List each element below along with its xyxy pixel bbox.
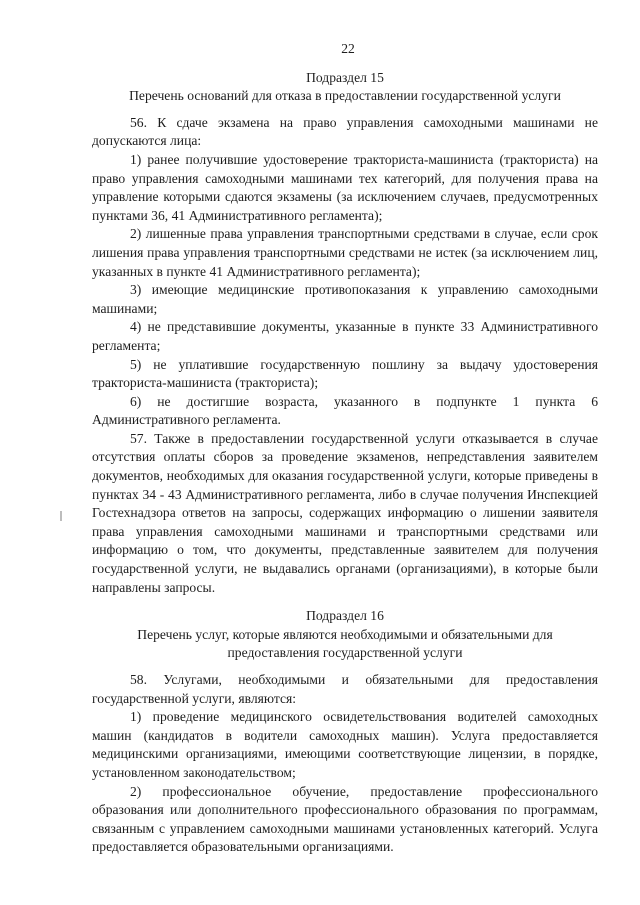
subsection-16-subtitle-line-1: Перечень услуг, которые являются необходимыми и обязательными для xyxy=(137,626,553,642)
paragraph-58-item-1: 1) проведение медицинского освидетельствования водителей самоходных машин (кандидатов в водители самоходных машин). Услуга предоставляется медицинскими организациями, имеющими соответствующие лицензии, в порядке, установленном законодательством; xyxy=(92,709,598,780)
paragraph-57: 57. Также в предоставлении государственной услуги отказывается в случае отсутствия оплаты сборов за проведение экзаменов, непредставления заявителем документов, необходимых для оказания государственной услуги, которые приведены в пунктах 34 - 43 Административного регламента, либо в случае получения Инспекцией Гостехнадзора ответов на запросы, содержащих информацию о лишении заявителя права управления самоходными машинами и транспортными средствами или информацию о том, что документы, представленные заявителем для получения государственной услуги, не выдавались органами (организациями), в которые были направлены запросы. xyxy=(92,430,598,595)
paragraph-56: 56. К сдаче экзамена на право управления самоходными машинами не допускаются лица: xyxy=(92,114,598,149)
subsection-15 xyxy=(92,69,598,598)
subsection-15-title: Подраздел 15 xyxy=(306,69,384,85)
subsection-16 xyxy=(92,607,598,857)
paragraph-56-item-4: 4) не представившие документы, указанные в пункте 33 Административного регламента; xyxy=(92,319,598,353)
paragraph-56-item-6: 6) не достигшие возраста, указанного в подпункте 1 пункта 6 Административного регламента. xyxy=(92,393,598,428)
paragraph-56-item-1: 1) ранее получившие удостоверение тракториста-машиниста (тракториста) на право управления самоходными машинами тех категорий, для получения права на управление которыми сдаются экзамены (за исключением случаев, предусмотренных пунктами 36, 41 Административного регламента); xyxy=(92,151,598,223)
paragraph-56-item-5: 5) не уплатившие государственную пошлину за выдачу удостоверения тракториста-машиниста (тракториста); xyxy=(92,356,598,391)
paragraph-56-item-2: 2) лишенные права управления транспортными средствами в случае, если срок лишения права управления транспортными средствами не истек (за исключением лиц, указанных в пункте 41 Административного регламента); xyxy=(92,226,598,279)
paragraph-58-item-2: 2) профессиональное обучение, предоставление профессионального образования или дополнительного профессионального образования по программам, связанным с управлением самоходными машинами установленных категорий. Услуга предоставляется образовательными организациями. xyxy=(92,783,598,855)
paragraph-58: 58. Услугами, необходимыми и обязательными для предоставления государственной услуги, являются: xyxy=(92,672,598,706)
subsection-16-title: Подраздел 16 xyxy=(306,608,384,624)
subsection-16-subtitle-line-2: предоставления государственной услуги xyxy=(227,645,463,661)
page-number: 22 xyxy=(341,41,355,56)
paragraph-56-item-3: 3) имеющие медицинские противопоказания к управлению самоходными машинами; xyxy=(92,282,598,316)
scan-artifact xyxy=(60,511,62,521)
subsection-15-subtitle: Перечень оснований для отказа в предоставлении государственной услуги xyxy=(129,88,561,104)
